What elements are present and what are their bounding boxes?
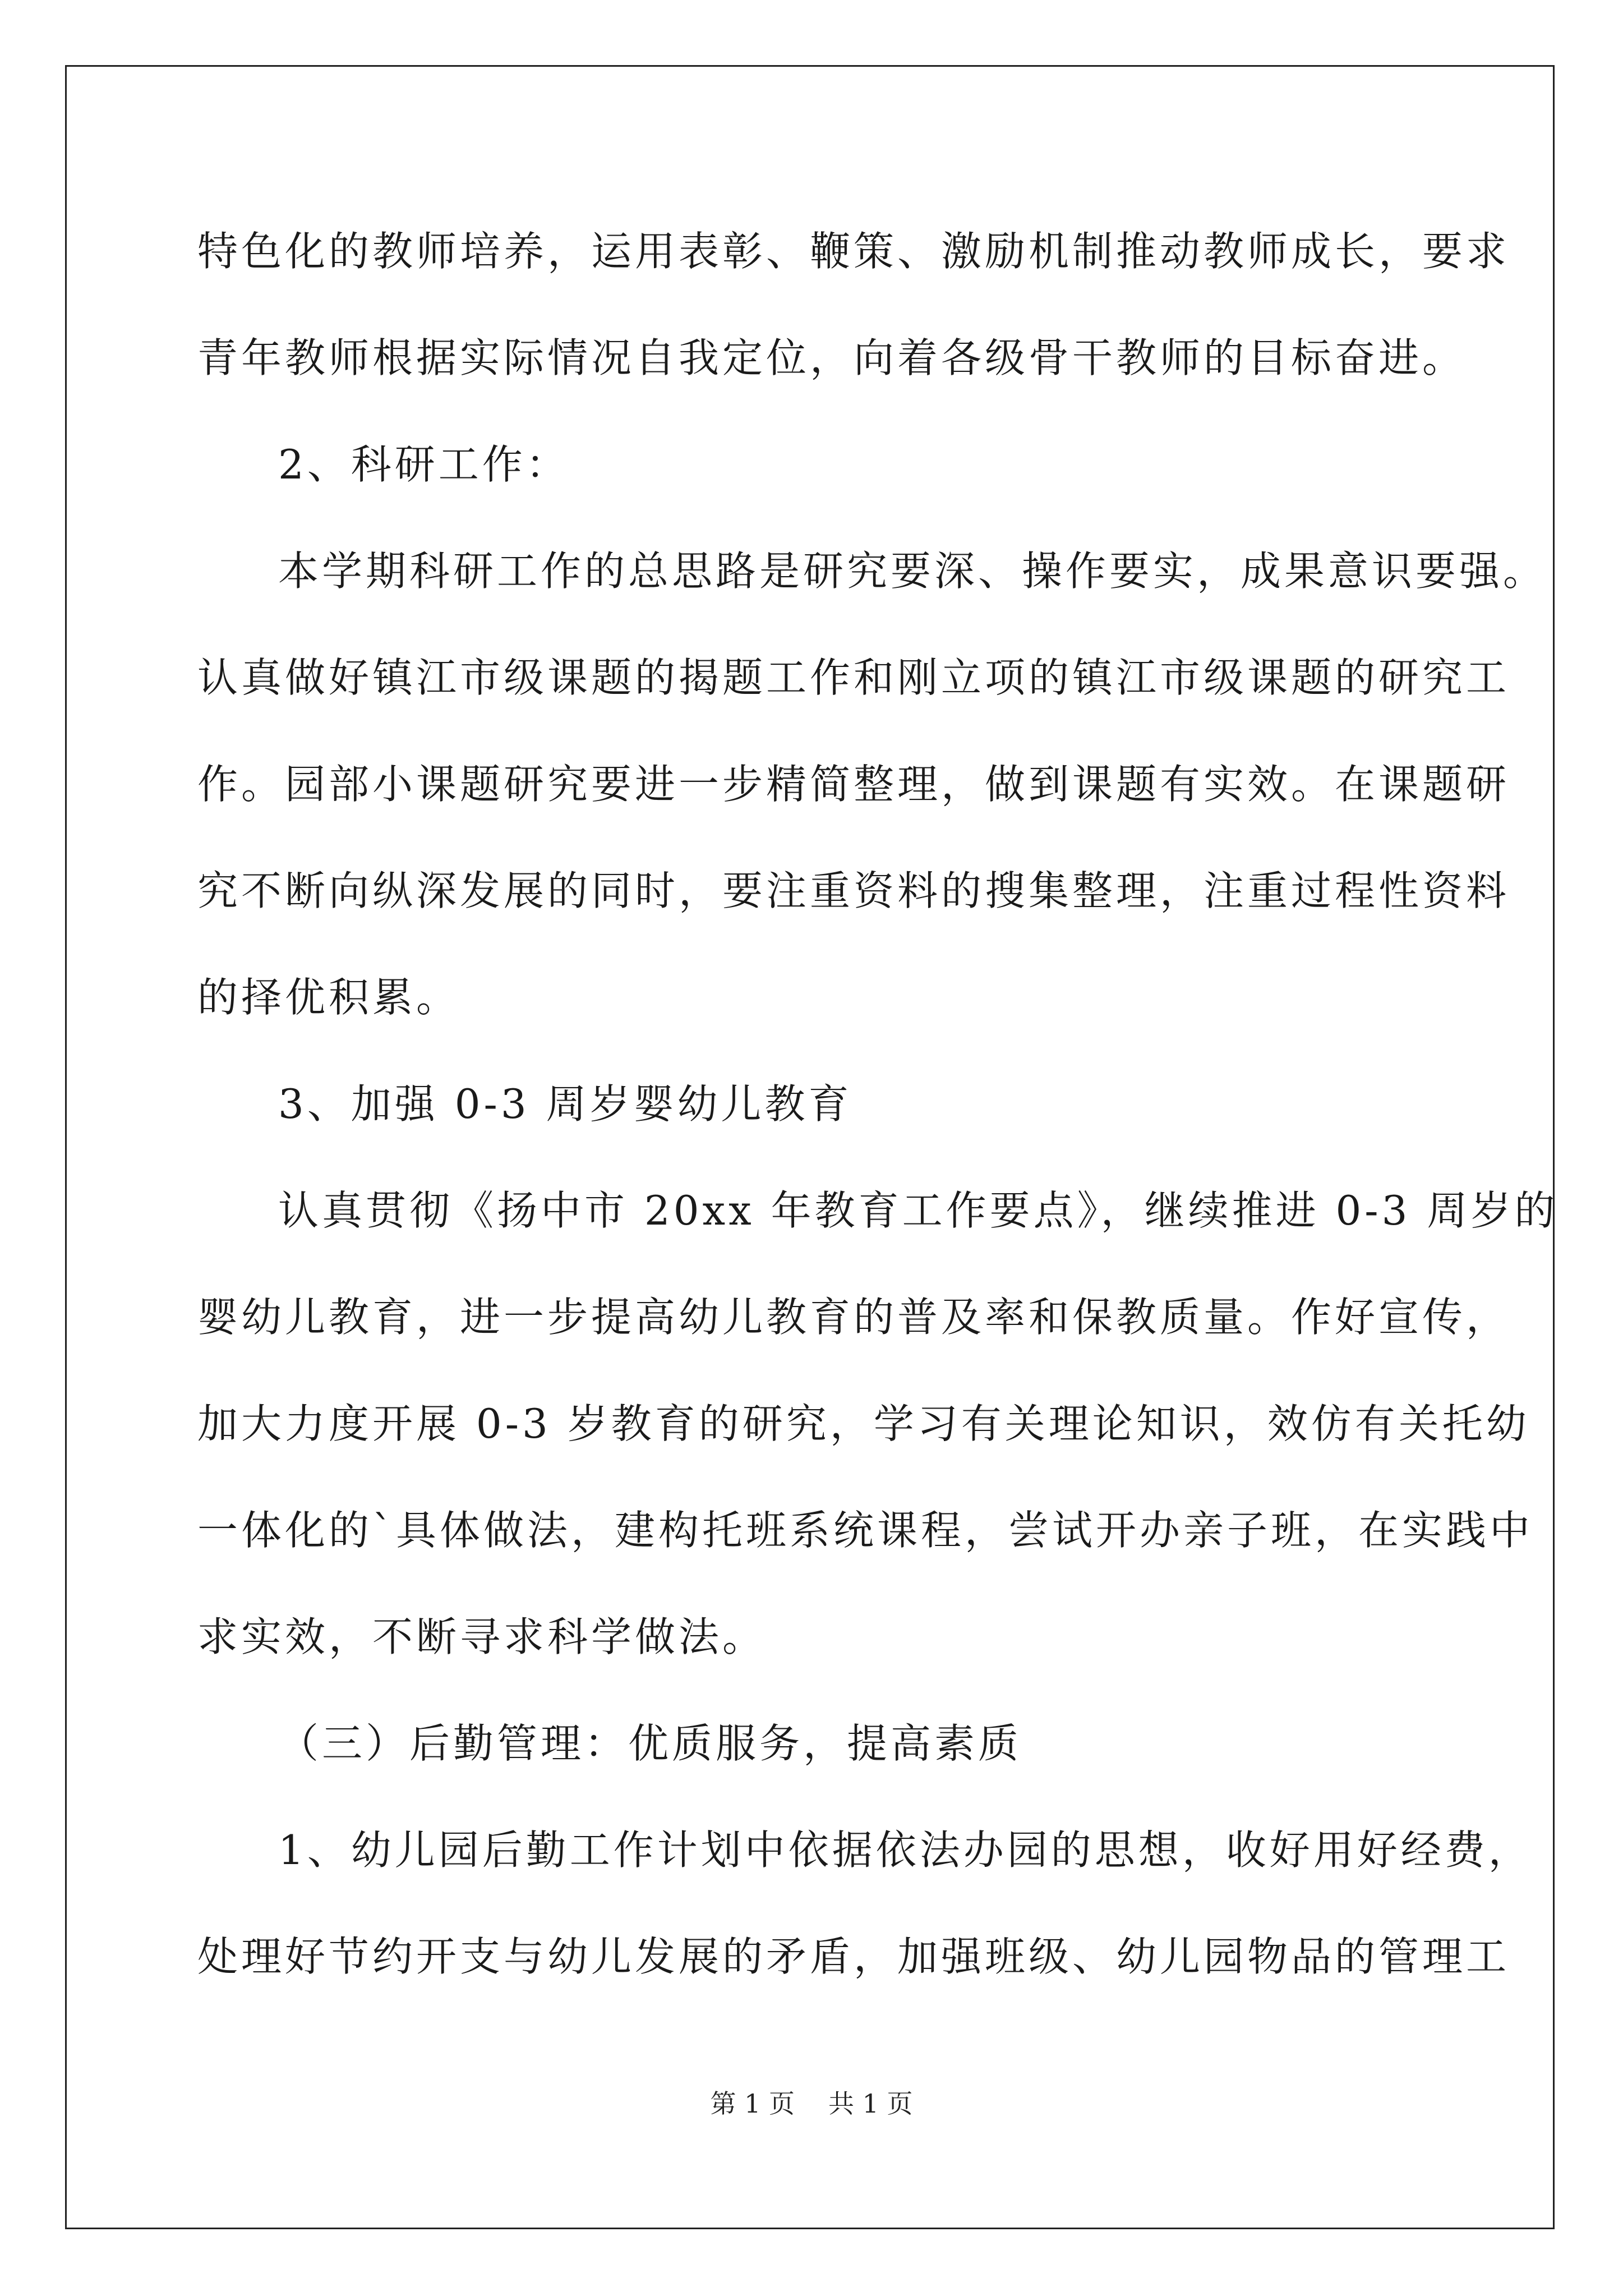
text-line: 求实效，不断寻求科学做法。 — [197, 1613, 767, 1660]
section-heading: 3、加强 0-3 周岁婴幼儿教育 — [278, 1080, 852, 1128]
text-line: 本学期科研工作的总思路是研究要深、操作要实，成果意识要强。 — [278, 547, 1547, 595]
section-heading: 2、科研工作： — [278, 441, 570, 488]
text-line: 处理好节约开支与幼儿发展的矛盾，加强班级、幼儿园物品的管理工 — [197, 1933, 1510, 1980]
text-line: 的择优积累。 — [197, 974, 460, 1021]
text-line: 认真做好镇江市级课题的揭题工作和刚立项的镇江市级课题的研究工 — [197, 654, 1510, 701]
text-line: 1、幼儿园后勤工作计划中依据依法办园的思想，收好用好经费， — [278, 1826, 1532, 1874]
text-line: 认真贯彻《扬中市 20xx 年教育工作要点》，继续推进 0-3 周岁的 — [278, 1187, 1559, 1234]
text-line: 特色化的教师培养，运用表彰、鞭策、激励机制推动教师成长，要求 — [197, 228, 1510, 275]
text-line: 究不断向纵深发展的同时，要注重资料的搜集整理，注重过程性资料 — [197, 867, 1510, 914]
text-line: 作。园部小课题研究要进一步精简整理，做到课题有实效。在课题研 — [197, 761, 1510, 808]
text-line: 婴幼儿教育，进一步提高幼儿教育的普及率和保教质量。作好宣传， — [197, 1294, 1510, 1341]
page-total: 共 1 页 — [828, 2088, 913, 2119]
page-footer — [0, 2087, 1623, 2120]
page-number: 第 1 页 — [710, 2088, 795, 2119]
text-line: 加大力度开展 0-3 岁教育的研究，学习有关理论知识，效仿有关托幼 — [197, 1400, 1530, 1447]
text-line: 青年教师根据实际情况自我定位，向着各级骨干教师的目标奋进。 — [197, 334, 1467, 381]
section-heading: （三）后勤管理：优质服务，提高素质 — [278, 1720, 1022, 1767]
text-line: 一体化的`具体做法，建构托班系统课程，尝试开办亲子班，在实践中 — [197, 1507, 1534, 1554]
page-border — [65, 65, 1555, 2229]
